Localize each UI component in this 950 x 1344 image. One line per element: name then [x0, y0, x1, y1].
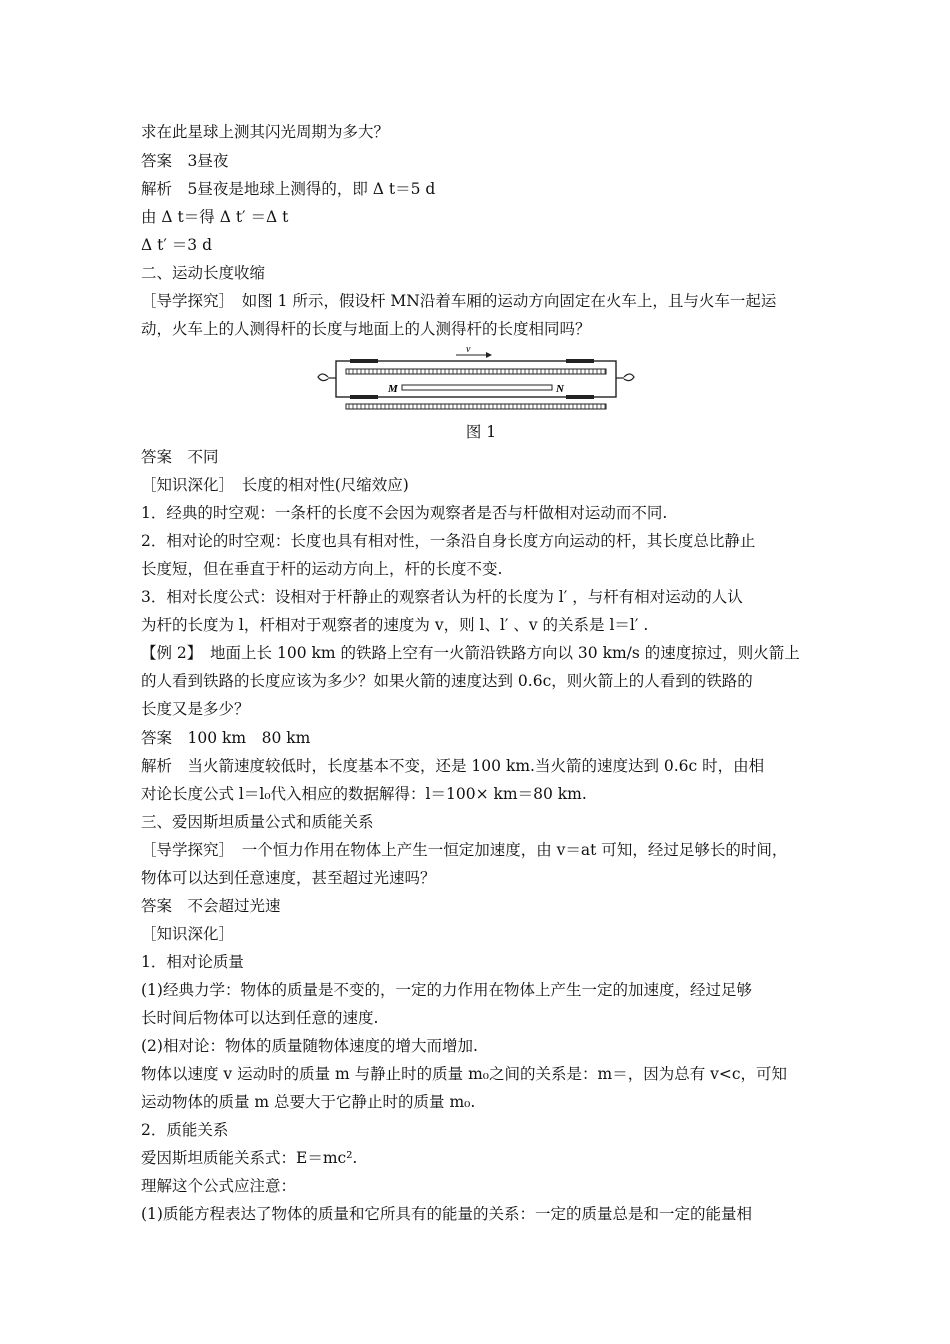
analysis-line: 解析 当火箭速度较低时，长度基本不变，还是 100 km.当火箭的速度达到 0.6c 时，由相	[141, 757, 765, 775]
example-line: 的人看到铁路的长度应该为多少？如果火箭的速度达到 0.6c，则火箭上的人看到的铁路的	[141, 672, 753, 690]
train-car	[336, 361, 616, 397]
section-heading: 二、运动长度收缩	[141, 264, 266, 282]
point-line: 长时间后物体可以达到任意的速度.	[141, 1009, 379, 1027]
point-line: 爱因斯坦质能关系式：E＝mc².	[141, 1149, 358, 1167]
figure-caption: 图 1	[465, 423, 497, 441]
answer-line: 答案 3昼夜	[141, 152, 229, 170]
point-line: 为杆的长度为 l，杆相对于观察者的速度为 v，则 l、l′ 、v 的关系是 l＝l′ .	[141, 616, 649, 634]
answer-line: 答案 不同	[141, 448, 219, 466]
question-line: 求在此星球上测其闪光周期为多大？	[141, 123, 390, 141]
answer-line: 答案 100 km 80 km	[141, 729, 311, 747]
point-line: (2)相对论：物体的质量随物体速度的增大而增加.	[141, 1037, 478, 1055]
point-line: 1．相对论质量	[141, 953, 244, 971]
example-line: 【例 2】 地面上长 100 km 的铁路上空有一火箭沿铁路方向以 30 km/s 的速度掠过，则火箭上	[141, 644, 800, 662]
point-line: 1．经典的时空观：一条杆的长度不会因为观察者是否与杆做相对运动而不同.	[141, 504, 668, 522]
point-line: 2．质能关系	[141, 1121, 229, 1139]
ground-rail	[346, 404, 606, 409]
point-line: (1)经典力学：物体的质量是不变的，一定的力作用在物体上产生一定的加速度，经过足够	[141, 981, 752, 999]
knowledge-line: ［知识深化］ 长度的相对性(尺缩效应)	[141, 476, 409, 494]
inquiry-line: ［导学探究］ 如图 1 所示，假设杆 MN沿着车厢的运动方向固定在火车上，且与火车一起运	[141, 292, 777, 310]
label-m: M	[388, 383, 398, 395]
right-coupling-icon	[624, 374, 634, 381]
label-n: N	[556, 383, 564, 395]
section-heading: 三、爱因斯坦质量公式和质能关系	[141, 813, 374, 831]
point-line: 理解这个公式应注意：	[141, 1177, 297, 1195]
point-line: 运动物体的质量 m 总要大于它静止时的质量 m₀.	[141, 1093, 476, 1111]
inquiry-line: ［导学探究］ 一个恒力作用在物体上产生一恒定加速度，由 v＝at 可知，经过足够长的时间，	[141, 841, 788, 859]
train-figure	[316, 347, 636, 415]
inquiry-line: 物体可以达到任意速度，甚至超过光速吗？	[141, 869, 436, 887]
knowledge-line: ［知识深化］	[141, 925, 235, 943]
example-line: 长度又是多少？	[141, 700, 250, 718]
point-line: 长度短，但在垂直于杆的运动方向上，杆的长度不变.	[141, 560, 503, 578]
point-line: 物体以速度 v 运动时的质量 m 与静止时的质量 m₀之间的关系是：m＝，因为总有 v<c，可知	[141, 1065, 788, 1083]
inquiry-line: 动，火车上的人测得杆的长度与地面上的人测得杆的长度相同吗？	[141, 320, 591, 338]
analysis-line: 对论长度公式 l＝l₀代入相应的数据解得：l＝100× km＝80 km.	[141, 785, 587, 803]
upper-rail	[346, 369, 606, 374]
point-line: 2．相对论的时空观：长度也具有相对性，一条沿自身长度方向运动的杆，其长度总比静止	[141, 532, 756, 550]
point-line: (1)质能方程表达了物体的质量和它所具有的能量的关系：一定的质量总是和一定的能量相	[141, 1205, 752, 1223]
point-line: 3．相对长度公式：设相对于杆静止的观察者认为杆的长度为 l′ ，与杆有相对运动的人认	[141, 588, 743, 606]
formula-line: 由 Δ t＝得 Δ t′ ＝Δ t	[141, 208, 289, 226]
rod-mn	[402, 385, 552, 390]
left-coupling-icon	[318, 374, 328, 381]
result-line: Δ t′ ＝3 d	[141, 236, 213, 254]
velocity-label: v	[466, 347, 471, 355]
analysis-line: 解析 5昼夜是地球上测得的，即 Δ t＝5 d	[141, 180, 436, 198]
answer-line: 答案 不会超过光速	[141, 897, 281, 915]
